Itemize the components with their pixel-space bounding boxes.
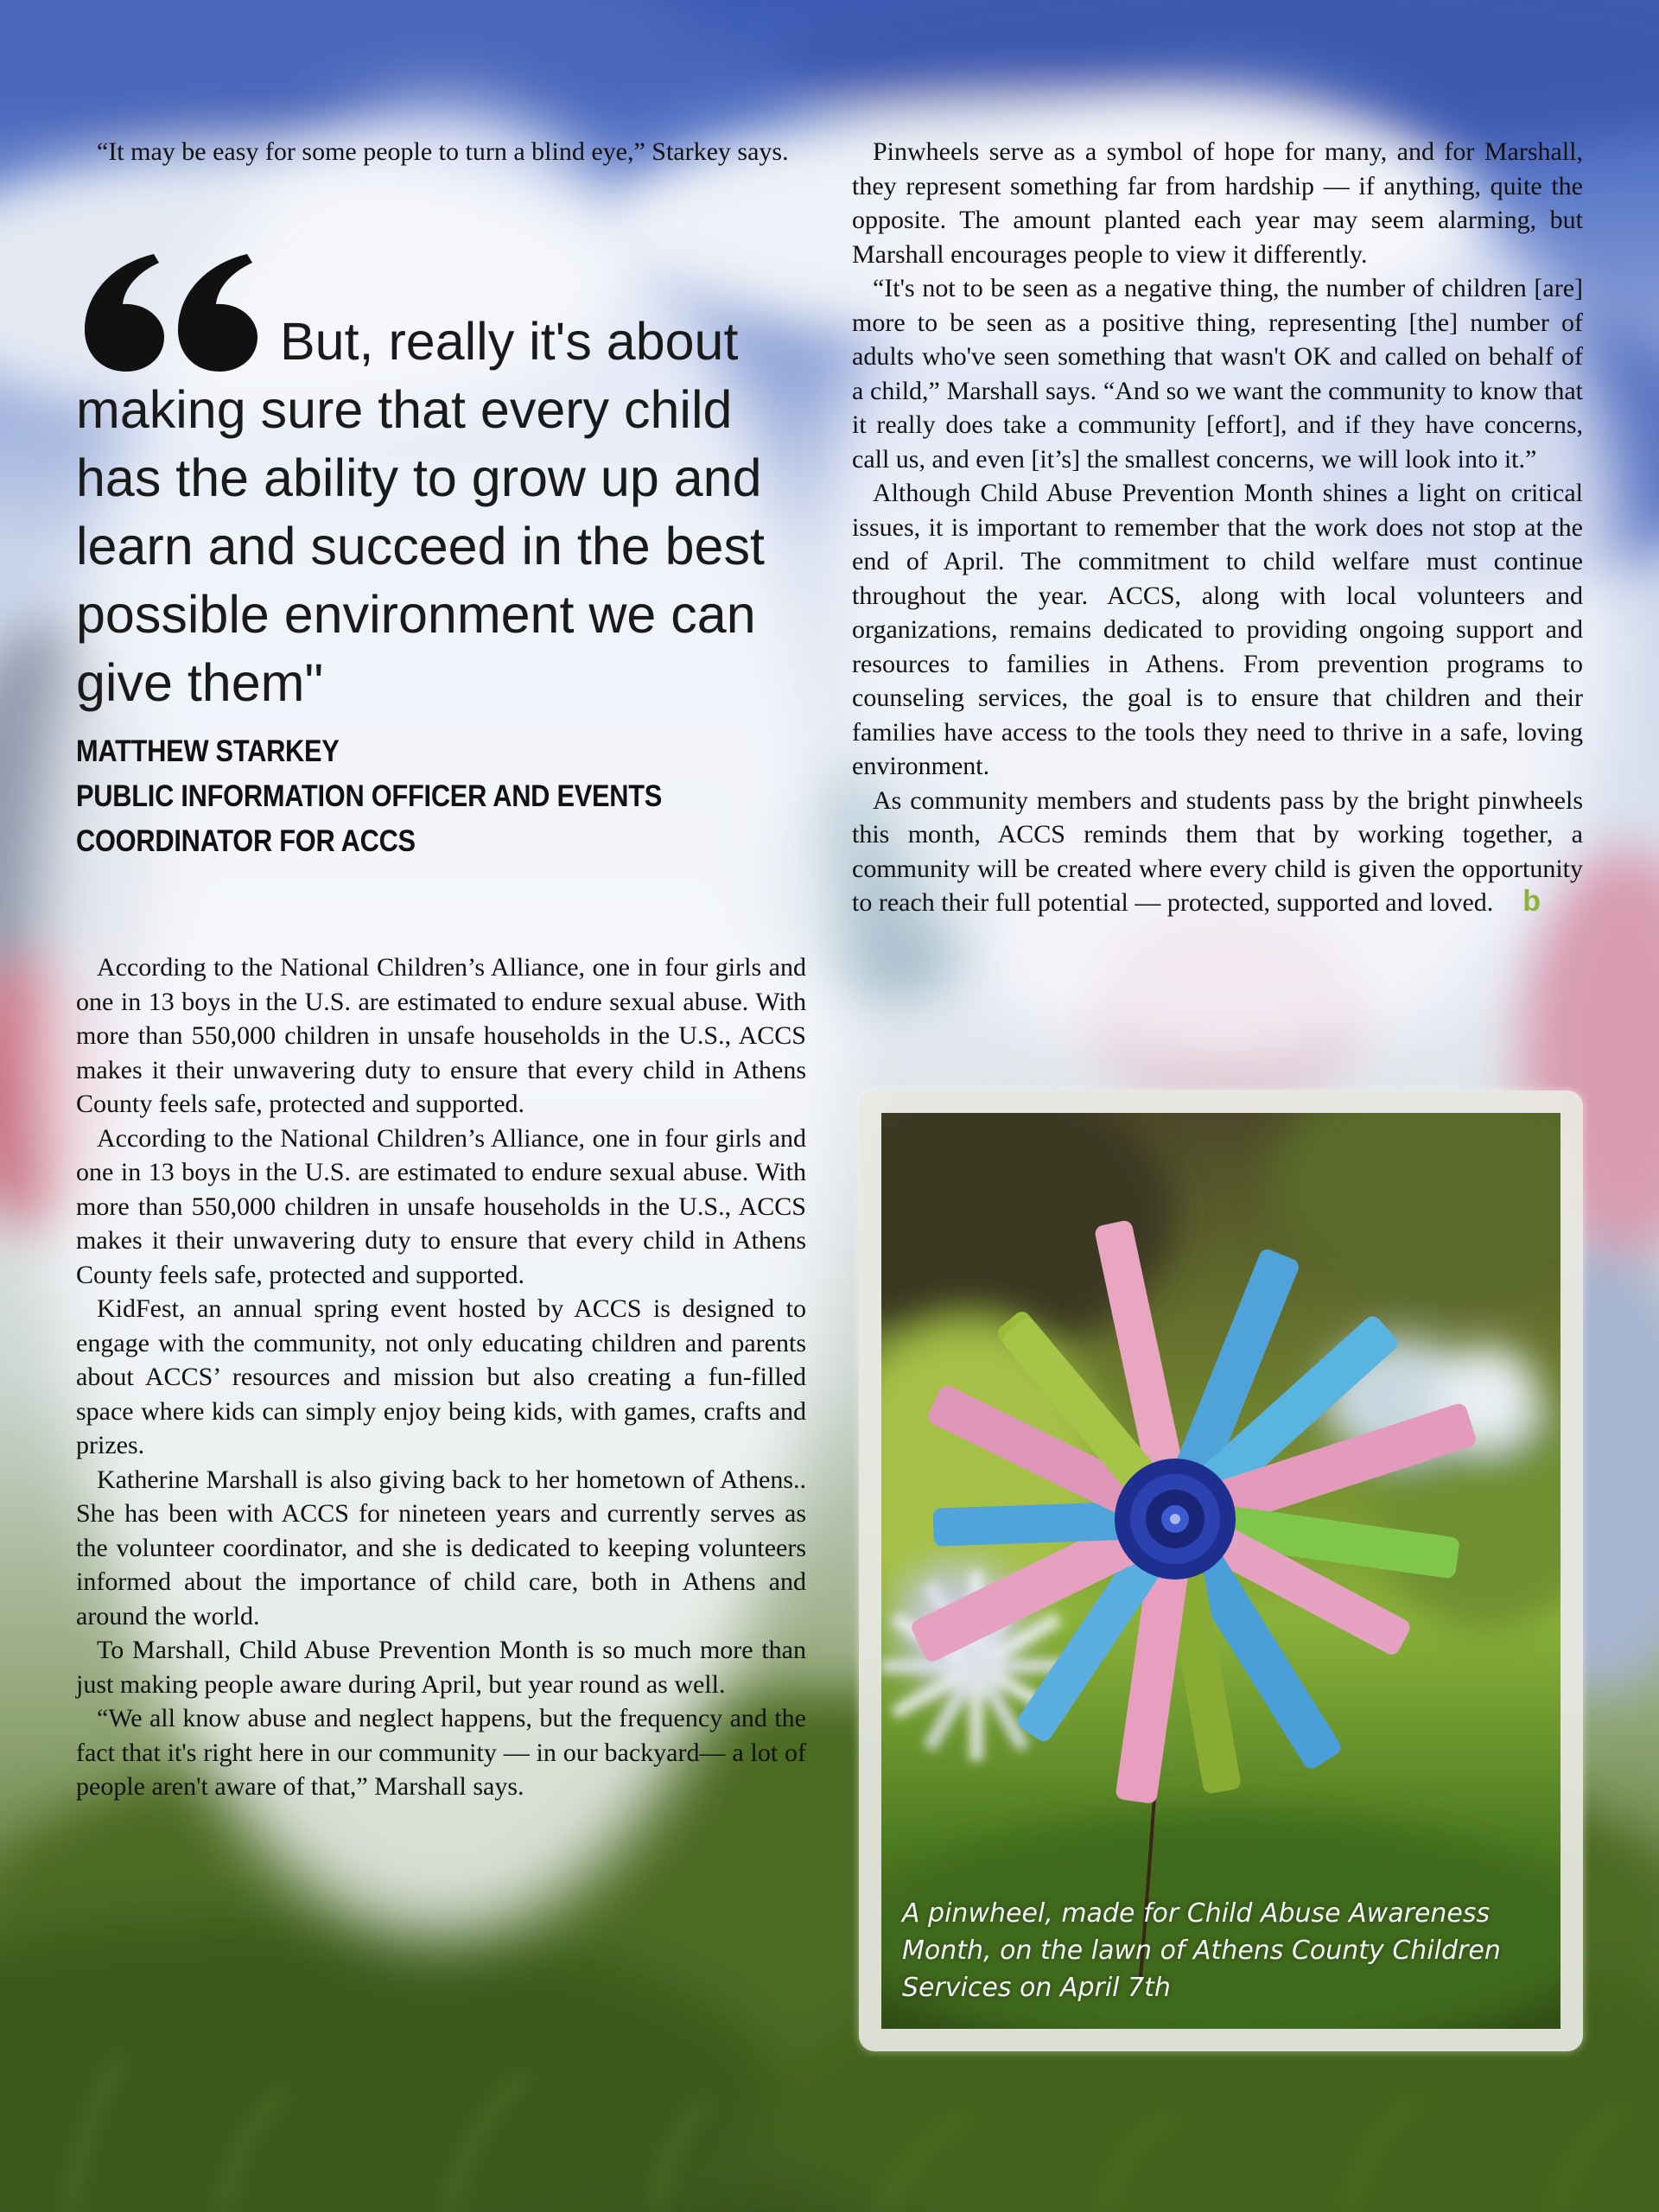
body-paragraph: Katherine Marshall is also giving back to her hometown of Athens.. She has been with ACCS for nineteen years and currently serves as the volunteer coordinator, and she is dedicated to keeping volunteers informed about the importance of child care, both in Athens and around the world. (76, 1465, 806, 1630)
body-paragraph: Pinwheels serve as a symbol of hope for many, and for Marshall, they represent something far from hardship — if anything, quite the opposite. The amount planted each year may seem alarming, but Marshall encourages people to view it differently. (852, 137, 1583, 269)
body-paragraph: According to the National Children’s Alliance, one in four girls and one in 13 boys in the U.S. are estimated to endure sexual abuse. With more than 550,000 children in unsafe households in the U.S., ACCS makes it their unwavering duty to ensure that every child in Athens County feels safe, protected and supported. (76, 1123, 806, 1289)
pinwheel-photo (881, 1113, 1560, 2029)
attribution-title-line2: COORDINATOR FOR ACCS (76, 824, 416, 858)
body-paragraph: “It's not to be seen as a negative thing, the number of children [are] more to be seen as a positive thing, representing [the] number of adults who've seen something that wasn't OK and called on behalf of a child,” Marshall says. “And so we want the community to know that it really does take a community [effort], and if they have concerns, call us, and even [it’s] the smallest concerns, we will look into it.” (852, 274, 1583, 474)
pull-quote-text: But, really it's about making sure that every child has the ability to grow up and learn and succeed in the best possible environment we can give them" (76, 312, 765, 712)
body-paragraph-last (852, 784, 1583, 920)
pull-quote-attribution (76, 729, 819, 864)
intro-paragraph: “It may be easy for some people to turn a blind eye,” Starkey says. (97, 137, 789, 166)
left-column-body (76, 950, 806, 1804)
body-paragraph: According to the National Children’s Alliance, one in four girls and one in 13 boys in the U.S. are estimated to endure sexual abuse. With more than 550,000 children in unsafe households in the U.S., ACCS makes it their unwavering duty to ensure that every child in Athens County feels safe, protected and supported. (76, 953, 806, 1118)
body-paragraph: To Marshall, Child Abuse Prevention Month is so much more than just making people aware during April, but year round as well. (76, 1636, 806, 1699)
last-paragraph-text: As community members and students pass by the bright pinwheels this month, ACCS reminds them that by working together, a community will be created where every child is given the opportunity to reach their full potential — protected, supported and loved. (852, 785, 1583, 917)
end-of-story-mark: b (1522, 885, 1541, 918)
photo-frame (859, 1090, 1583, 2051)
body-paragraph: KidFest, an annual spring event hosted by ACCS is designed to engage with the community, not only educating children and parents about ACCS’ resources and mission but also creating a fun-filled space where kids can simply enjoy being kids, with games, crafts and prizes. (76, 1294, 806, 1459)
intro-block (76, 135, 806, 169)
pinwheel-image (881, 1113, 1560, 2029)
body-paragraph: Although Child Abuse Prevention Month shines a light on critical issues, it is important to remember that the work does not stop at the end of April. The commitment to child welfare must continue throughout the year. ACCS, along with local volunteers and organizations, remains dedicated to providing ongoing support and resources to families in Athens. From prevention programs to counseling services, the goal is to ensure that children and their families have access to the tools they need to thrive in a safe, loving environment. (852, 479, 1583, 780)
attribution-name: MATTHEW STARKEY (76, 734, 340, 768)
quote-mark-icon (81, 251, 263, 372)
pull-quote (76, 251, 819, 864)
right-column-body (852, 135, 1583, 920)
body-paragraph: “We all know abuse and neglect happens, but the frequency and the fact that it's right here in our community — in our backyard— a lot of people aren't aware of that,” Marshall says. (76, 1704, 806, 1801)
photo-caption: A pinwheel, made for Child Abuse Awareness Month, on the lawn of Athens County Children Services on April 7th (902, 1898, 1501, 2003)
attribution-title-line1: PUBLIC INFORMATION OFFICER AND EVENTS (76, 779, 663, 813)
